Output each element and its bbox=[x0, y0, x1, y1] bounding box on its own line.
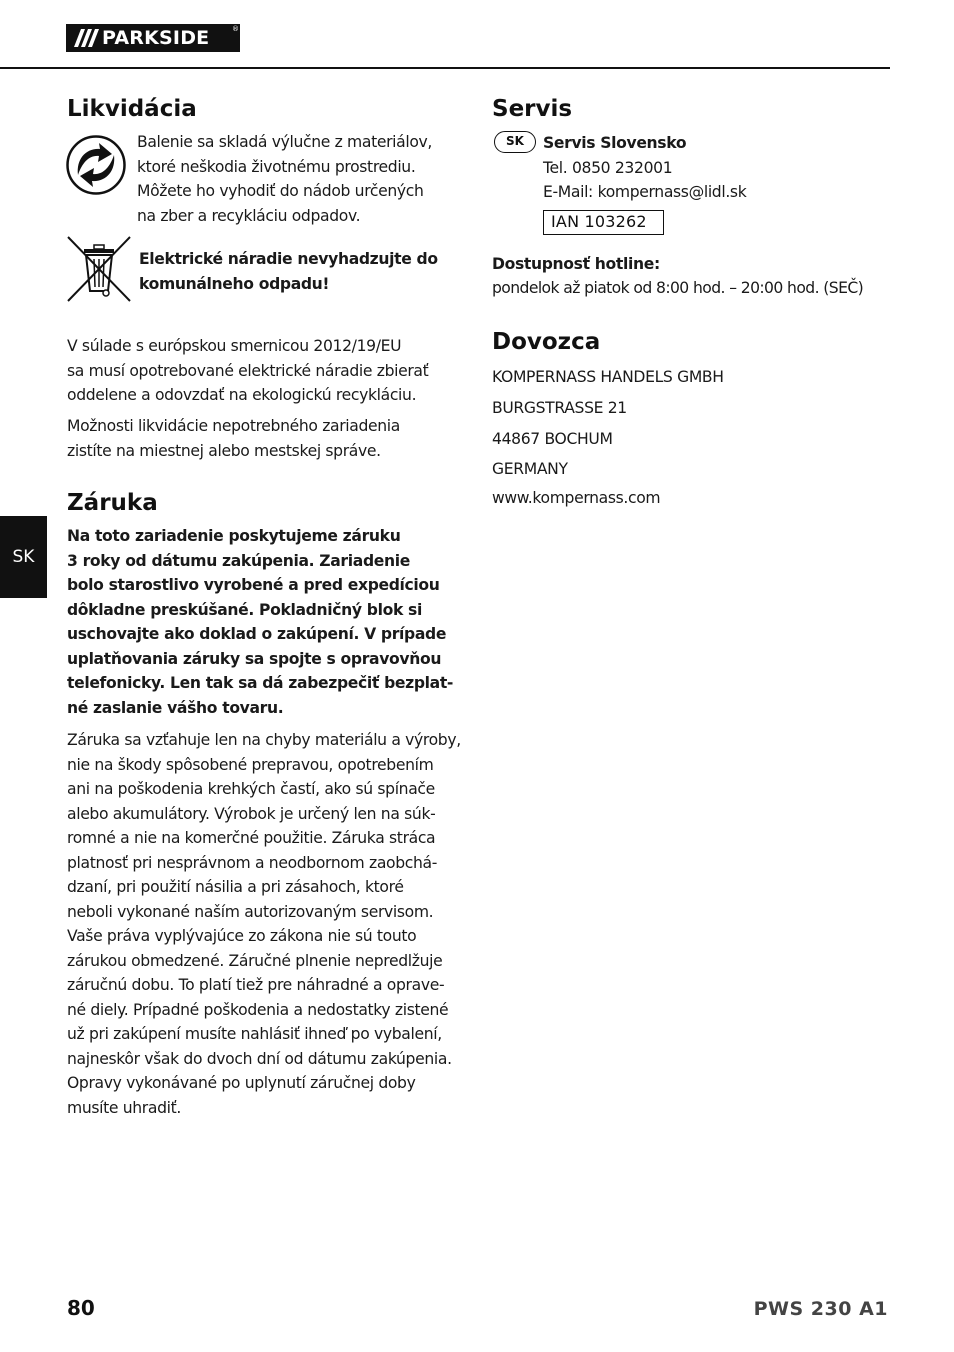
text-line: zistíte na miestnej alebo mestskej správe. bbox=[67, 441, 381, 460]
packaging-text bbox=[137, 130, 432, 228]
text-line: Opravy vykonávané po uplynutí záručnej doby bbox=[67, 1074, 416, 1092]
importer-website[interactable]: www.kompernass.com bbox=[492, 489, 661, 507]
text-line: uplatňovania záruky sa spojte s opravovňou bbox=[67, 649, 442, 668]
text-line: zárukou obmedzené. Záručné plnenie nepredlžuje bbox=[67, 951, 443, 970]
text-line: dôkladne preskúšané. Pokladničný blok si bbox=[67, 600, 422, 619]
address-line: GERMANY bbox=[492, 460, 568, 479]
text-line: na zber a recykláciu odpadov. bbox=[137, 206, 361, 225]
text-line: alebo akumulátory. Výrobok je určený len na súk- bbox=[67, 804, 436, 823]
text-line: neboli vykonané naším autorizovaným servisom. bbox=[67, 902, 434, 921]
text-line: Môžete ho vyhodiť do nádob určených bbox=[137, 182, 424, 200]
text-line: telefonicky. Len tak sa dá zabezpečiť bezplat- bbox=[67, 674, 454, 692]
crossed-out-bin-icon bbox=[66, 235, 132, 303]
text-line: Možnosti likvidácie nepotrebného zariadenia bbox=[67, 417, 400, 435]
ian-number: IAN 103262 bbox=[543, 210, 664, 235]
service-heading: Servis bbox=[492, 96, 573, 122]
directive-text bbox=[67, 334, 428, 408]
text-line: platnosť pri nesprávnom a neodbornom zaobchá- bbox=[67, 853, 438, 872]
text-line: už pri zakúpení musíte nahlásiť ihneď po vybalení, bbox=[67, 1025, 442, 1043]
service-name: Servis Slovensko bbox=[543, 134, 687, 152]
address-line: KOMPERNASS HANDELS GMBH bbox=[492, 368, 724, 386]
language-tab: SK bbox=[0, 516, 47, 598]
parkside-logo bbox=[66, 24, 240, 52]
green-dot-recycling-icon bbox=[66, 135, 126, 195]
brand-name: PARKSIDE bbox=[102, 27, 210, 49]
text-line: oddelene a odovzdať na ekologickú recykláciu. bbox=[67, 386, 417, 404]
page-number: 80 bbox=[67, 1296, 95, 1320]
hotline-label: Dostupnosť hotline: bbox=[492, 255, 660, 273]
text-line: V súlade s európskou smernicou 2012/19/EU bbox=[67, 337, 402, 355]
text-line: nie na škody spôsobené prepravou, opotrebením bbox=[67, 755, 434, 774]
hotline-hours: pondelok až piatok od 8:00 hod. – 20:00 hod. (SEČ) bbox=[492, 279, 864, 297]
text-line: 3 roky od dátumu zakúpenia. Zariadenie bbox=[67, 551, 410, 570]
text-line: Vaše práva vyplývajúce zo zákona nie sú touto bbox=[67, 927, 417, 945]
text-line: ani na poškodenia krehkých častí, ako sú spínače bbox=[67, 780, 435, 798]
text-line: záručnú dobu. To platí tiež pre náhradné a oprave- bbox=[67, 976, 445, 994]
text-line: Na toto zariadenie poskytujeme záruku bbox=[67, 527, 401, 545]
service-contact bbox=[543, 131, 746, 205]
text-line: né diely. Prípadné poškodenia a nedostatky zistené bbox=[67, 1000, 449, 1019]
warranty-body-text bbox=[67, 728, 461, 1120]
warranty-heading: Záruka bbox=[67, 490, 158, 516]
text-line: dzaní, pri použití násilia a pri zásahoch, ktoré bbox=[67, 878, 404, 896]
text-line: uschovajte ako doklad o zakúpení. V prípade bbox=[67, 625, 447, 643]
importer-address bbox=[492, 362, 724, 485]
importer-heading: Dovozca bbox=[492, 329, 601, 355]
country-badge: SK bbox=[494, 131, 536, 153]
header-rule bbox=[0, 67, 890, 69]
text-line: komunálneho odpadu! bbox=[139, 274, 330, 293]
registered-mark: ® bbox=[232, 25, 239, 33]
text-line: romné a nie na komerčné použitie. Záruka stráca bbox=[67, 829, 436, 847]
text-line: najneskôr však do dvoch dní od dátumu zakúpenia. bbox=[67, 1049, 452, 1068]
text-line: Elektrické náradie nevyhadzujte do bbox=[139, 250, 438, 268]
weee-warning-text bbox=[139, 247, 438, 296]
warranty-bold-text bbox=[67, 524, 453, 720]
text-line: sa musí opotrebované elektrické náradie zbierať bbox=[67, 361, 429, 380]
service-phone: Tel. 0850 232001 bbox=[543, 158, 673, 177]
service-email[interactable]: E-Mail: kompernass@lidl.sk bbox=[543, 183, 747, 201]
disposal-options-text bbox=[67, 414, 400, 463]
text-line: bolo starostlivo vyrobené a pred expedíciou bbox=[67, 576, 440, 594]
text-line: né zaslanie vášho tovaru. bbox=[67, 698, 284, 717]
model-number: PWS 230 A1 bbox=[753, 1298, 888, 1320]
text-line: ktoré neškodia životnému prostrediu. bbox=[137, 157, 416, 176]
address-line: BURGSTRASSE 21 bbox=[492, 398, 627, 417]
text-line: Záruka sa vzťahuje len na chyby materiálu a výroby, bbox=[67, 731, 461, 749]
text-line: Balenie sa skladá výlučne z materiálov, bbox=[137, 133, 433, 151]
logo-slashes-icon bbox=[70, 24, 100, 52]
disposal-heading: Likvidácia bbox=[67, 96, 197, 122]
address-line: 44867 BOCHUM bbox=[492, 429, 613, 448]
text-line: musíte uhradiť. bbox=[67, 1098, 181, 1117]
